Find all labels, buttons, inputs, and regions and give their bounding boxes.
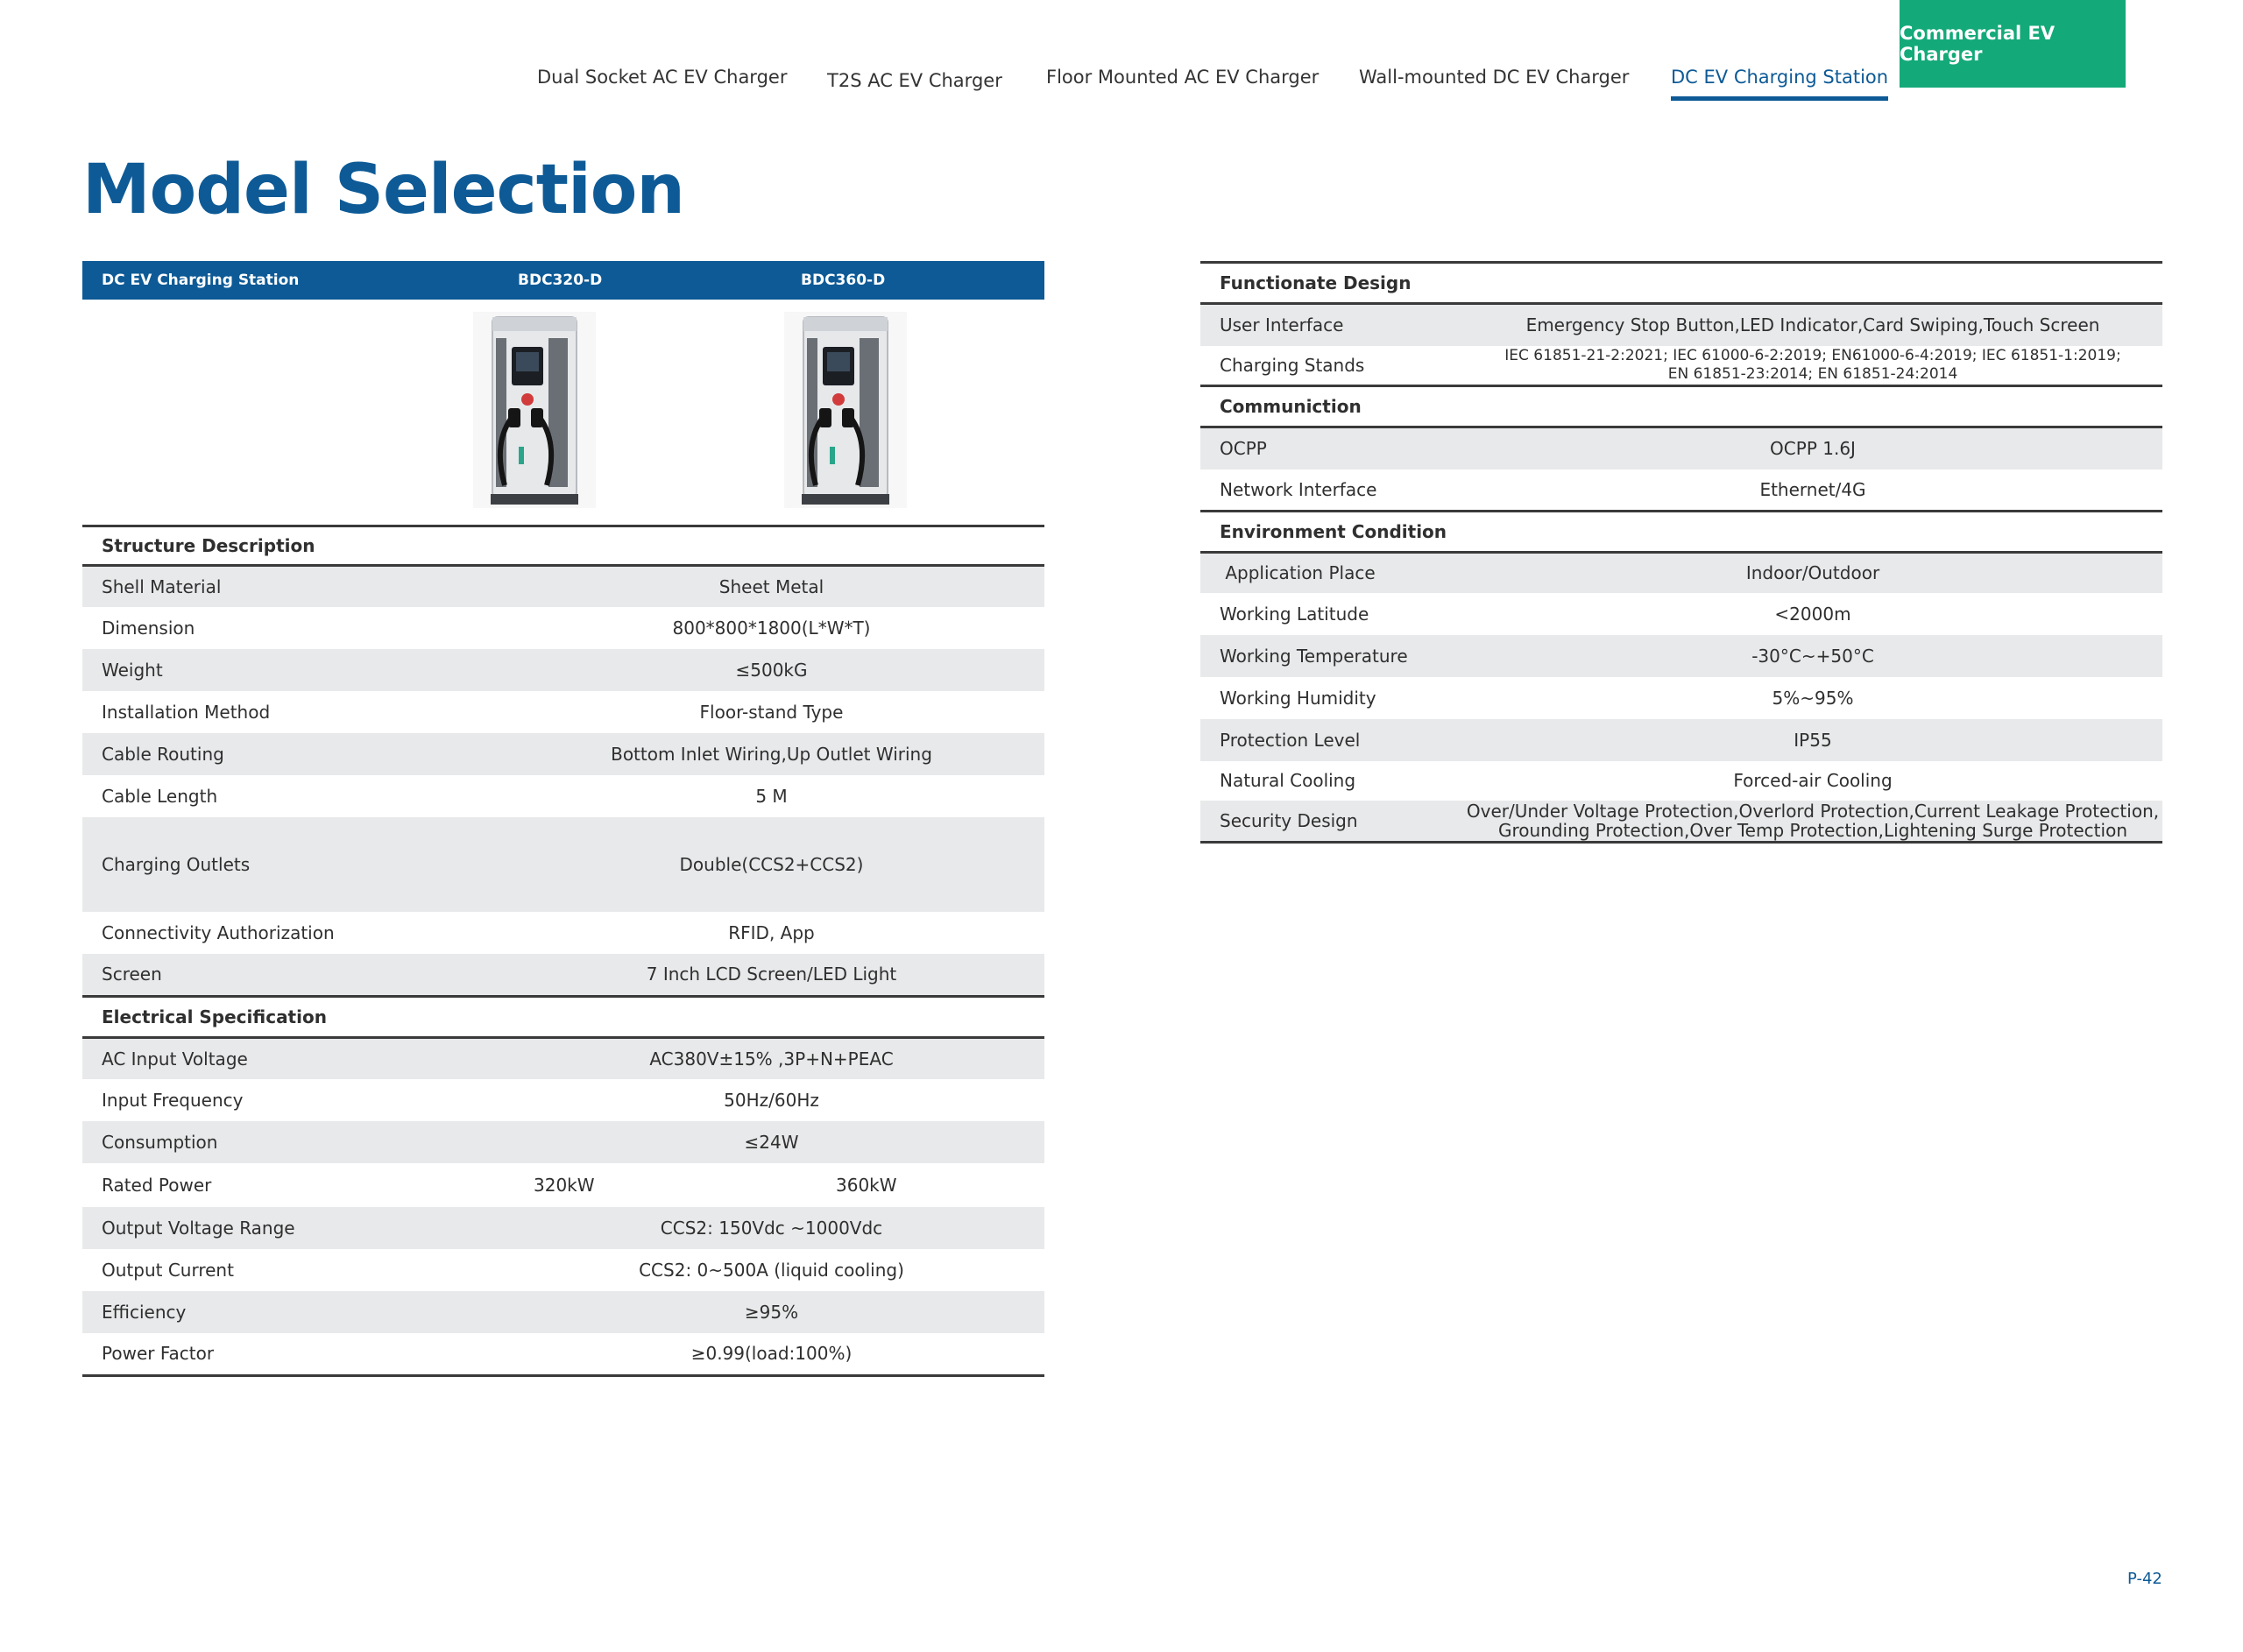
top-navigation [0,0,2243,114]
charger-image-bdc360 [784,312,907,508]
row-label: Installation Method [102,702,271,723]
table-row [82,733,1044,775]
row-label: Connectivity Authorization [102,922,335,943]
row-value: IP55 [1463,719,2162,761]
table-row [82,1037,1044,1079]
section-title: Electrical Specification [82,996,1044,1037]
category-badge [1900,0,2126,88]
row-label: Charging Stands [1220,354,1365,376]
section-communication [1200,386,2162,427]
row-value-line: Grounding Protection,Over Temp Protection,Lightening Surge Protection [1497,819,2127,841]
row-value: Indoor/Outdoor [1463,553,2162,593]
row-value: ≥0.99(load:100%) [499,1333,1044,1375]
row-label: Rated Power [102,1175,212,1196]
row-label: Output Voltage Range [82,1207,499,1249]
row-label: Shell Material [82,565,499,607]
row-label: Protection Level [1200,719,1463,761]
row-label: User Interface [1200,304,1463,346]
row-label: Efficiency [82,1291,499,1333]
row-value: <2000m [1774,603,1851,625]
section-environment [1200,512,2162,553]
row-value: Floor-stand Type [699,702,844,723]
row-label: Natural Cooling [1220,770,1356,791]
table-row [1200,469,2162,512]
section-title: Communiction [1200,386,2162,427]
row-label: AC Input Voltage [82,1037,499,1079]
row-value: RFID, App [728,922,815,943]
table-row [82,817,1044,912]
section-electrical [82,996,1044,1037]
table-row [1200,553,2162,593]
section-functional [1200,263,2162,304]
table-row [1200,677,2162,719]
row-label: OCPP [1200,427,1463,469]
table-row [82,565,1044,607]
row-value: ≥95% [499,1291,1044,1333]
section-title: Environment Condition [1200,512,2162,553]
header-product: DC EV Charging Station [82,261,499,300]
header-model-b: BDC360-D [801,261,1044,300]
table-row [1200,761,2162,801]
page-number: P-42 [2127,1570,2162,1588]
table-row [82,1333,1044,1375]
row-value: 50Hz/60Hz [724,1090,819,1111]
row-label: Application Place [1200,553,1463,593]
row-label: Screen [82,954,499,996]
section-title: Functionate Design [1200,263,2162,304]
row-value [1463,801,2162,843]
table-row [82,607,1044,649]
row-value: Double(CCS2+CCS2) [499,817,1044,912]
row-value: 5%~95% [1772,687,1854,709]
row-value: CCS2: 0~500A (liquid cooling) [639,1260,904,1281]
table-row [82,775,1044,817]
header-model-a: BDC320-D [499,261,801,300]
row-value: 5 M [755,786,788,807]
table-row [82,1163,1044,1207]
table-row [82,1207,1044,1249]
table-row [1200,719,2162,761]
row-value: OCPP 1.6J [1463,427,2162,469]
section-title: Structure Description [82,526,1044,565]
row-value-model-a: 320kW [534,1175,595,1196]
row-label: Power Factor [82,1333,499,1375]
row-value: ≤500kG [499,649,1044,691]
row-value: Forced-air Cooling [1733,770,1893,791]
row-label: Input Frequency [102,1090,244,1111]
tab-floor-mounted-ac[interactable]: Floor Mounted AC EV Charger [1046,67,1320,88]
row-value: -30°C~+50°C [1463,635,2162,677]
tab-dual-socket-ac[interactable]: Dual Socket AC EV Charger [537,67,788,88]
tab-wall-mounted-dc[interactable]: Wall-mounted DC EV Charger [1359,67,1630,88]
row-value: Bottom Inlet Wiring,Up Outlet Wiring [499,733,1044,775]
table-row [82,649,1044,691]
row-label: Working Latitude [1220,603,1369,625]
row-value-model-b: 360kW [836,1175,897,1196]
table-row [82,1291,1044,1333]
table-row [82,912,1044,954]
row-value [1463,346,2162,386]
table-row [1200,593,2162,635]
table-row [1200,304,2162,346]
row-value: 7 Inch LCD Screen/LED Light [499,954,1044,996]
product-image-row [82,300,1044,526]
table-header-row [82,261,1044,300]
table-row [1200,635,2162,677]
row-value: Sheet Metal [499,565,1044,607]
row-label: Charging Outlets [82,817,499,912]
row-label: Cable Length [102,786,218,807]
table-row [82,1121,1044,1163]
row-value: Ethernet/4G [1759,478,1866,500]
row-label: Working Temperature [1200,635,1463,677]
row-label: Output Current [102,1260,234,1281]
row-value: AC380V±15% ,3P+N+PEAC [499,1037,1044,1079]
row-label: Cable Routing [82,733,499,775]
row-label: Security Design [1200,801,1463,843]
row-label: Working Humidity [1220,687,1376,709]
table-row [82,691,1044,733]
row-value-line: IEC 61851-21-2:2021; IEC 61000-6-2:2019; EN61000-6-4:2019; IEC 61851-1:2019; [1504,346,2121,364]
row-label: Weight [82,649,499,691]
row-label: Dimension [102,618,195,639]
row-value-line: EN 61851-23:2014; EN 61851-24:2014 [1667,364,1958,383]
page-title: Model Selection [82,151,684,229]
row-value: CCS2: 150Vdc ~1000Vdc [499,1207,1044,1249]
table-row [82,1079,1044,1121]
row-value-line: Over/Under Voltage Protection,Overlord Protection,Current Leakage Protection, [1466,800,2160,822]
row-value: ≤24W [499,1121,1044,1163]
category-label: Commercial EV Charger [1900,23,2055,65]
table-row [1200,346,2162,386]
tab-dc-charging-station[interactable]: DC EV Charging Station [1671,67,1888,101]
section-structure [82,526,1044,565]
table-row [82,1249,1044,1291]
charger-image-bdc320 [473,312,596,508]
table-row [1200,801,2162,843]
table-row [82,954,1044,996]
features-spec-table [1200,261,2162,844]
row-label: Consumption [82,1121,499,1163]
row-value: Emergency Stop Button,LED Indicator,Card Swiping,Touch Screen [1463,304,2162,346]
model-spec-table [82,261,1044,1377]
tab-t2s-ac[interactable]: T2S AC EV Charger [827,70,1002,91]
table-row [1200,427,2162,469]
row-label: Network Interface [1220,478,1377,500]
row-value: 800*800*1800(L*W*T) [672,618,871,639]
